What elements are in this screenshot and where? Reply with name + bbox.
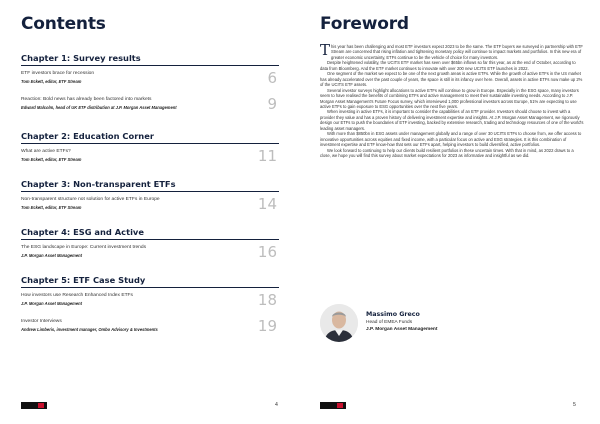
paragraph: Despite heightened volatility, the UCITS ETF market has seen over $65bn inflows so far this year, as at the end of October, according to data from Bloomberg. And the ETF market continues to innovate with over 200 new UCITS ETF launches in 2022.	[320, 60, 576, 71]
contents-title: Contents	[21, 14, 106, 34]
paragraph: When investing in active ETFs, it is important to consider the capabilities of an ETF provider. Investors should choose to invest with a provider they value and has a proven history of delivering investment expertise and insights. At J.P. Morgan Asset Management, we rigorously design our ETFs to push the boundaries of ETF investing, backed by extensive research, trading and technology resources of one of the world's leading asset managers.	[320, 109, 584, 131]
entry-title: How investors use Research Enhanced Index ETFs	[21, 293, 133, 298]
entry-page-number: 14	[257, 195, 277, 213]
page-number: 5	[573, 402, 576, 408]
footer-logo	[21, 402, 47, 409]
chapter-2	[21, 131, 279, 173]
entry-title: Non-transparent structure not solution for active ETFs in Europe	[21, 197, 160, 202]
foreword-title: Foreword	[320, 14, 409, 34]
portrait-icon	[320, 304, 358, 342]
table-of-contents	[21, 53, 279, 343]
entry-title: What are active ETFs?	[21, 149, 71, 154]
author-block	[320, 304, 584, 344]
foreword-page	[300, 0, 600, 424]
entry-page-number: 11	[257, 147, 277, 165]
logo-accent	[337, 403, 343, 408]
author-org: J.P. Morgan Asset Management	[366, 327, 438, 332]
footer-logo	[320, 402, 346, 409]
toc-entry[interactable]	[21, 243, 279, 269]
entry-page-number: 6	[267, 69, 277, 87]
entry-title: ETF investors brace for recession	[21, 71, 95, 76]
entry-title: Investor Interviews	[21, 319, 62, 324]
entry-page-number: 18	[257, 291, 277, 309]
entry-page-number: 16	[257, 243, 277, 261]
chapter-4	[21, 227, 279, 269]
logo-accent	[38, 403, 44, 408]
chapter-title: Chapter 4: ESG and Active	[21, 227, 279, 240]
paragraph: This year has been challenging and most ETF investors expect 2023 to be the same. The ETF buyers we surveyed in partnership with ETF Stream are concerned that rising inflation and tightening monetary policy will continue to impact markets and portfolios. In this new era of greater economic uncertainty, ETFs continue to be the vehicle of choice for many investors.	[320, 41, 583, 60]
author-name: Massimo Greco	[366, 311, 420, 318]
entry-author: Tom Eckett, editor, ETF Stream	[21, 157, 82, 162]
foreword-body	[320, 41, 584, 159]
chapter-title: Chapter 1: Survey results	[21, 53, 279, 66]
entry-title: Reaction: Bold news has already been factored into markets	[21, 97, 152, 102]
entry-author: Andrew Limberis, investment manager, Ombo Advisory & Investments	[21, 327, 158, 332]
avatar	[320, 304, 358, 342]
toc-entry[interactable]	[21, 195, 279, 221]
drop-cap: T	[320, 41, 331, 59]
page-number: 4	[275, 402, 278, 408]
entry-title: The ESG landscape in Europe: Current investment trends	[21, 245, 147, 250]
paragraph: Several investor surveys highlight allocations to active ETFs will continue to grow in Europe. Especially in the ESG space, many investors seem to have realised the benefits of combining ETFs and active management to meet their sustainable investing needs. According to J.P. Morgan Asset Management's Future Focus survey, which interviewed 1,000 professional investors across Europe, 51% are expecting to use active ETFs to gain exposure to ESG opportunities over the next five years.	[320, 87, 579, 109]
entry-page-number: 9	[267, 95, 277, 113]
toc-entry[interactable]	[21, 69, 279, 95]
chapter-5	[21, 275, 279, 343]
paragraph: We look forward to continuing to help our clients build resilient portfolios in these uncertain times. With that in mind, as 2022 draws to a close, we hope you will find this survey about market expectations for 2023 as informative and insightful as we did.	[320, 147, 574, 159]
toc-entry[interactable]	[21, 291, 279, 317]
entry-author: Edward Malcolm, head of UK ETF distribution at J.P. Morgan Asset Management	[21, 105, 177, 110]
paragraph: With more than $850bn in ESG assets under management globally and a range of over 30 UCITS ETFs to choose from, we offer access to innovative opportunities across equities and fixed income, with a particular focus on active and ESG strategies. It is this combination of investment expertise and ETF know-how that sets our ETFs apart, helping investors to build diversified, active portfolios.	[320, 131, 582, 148]
chapter-title: Chapter 5: ETF Case Study	[21, 275, 279, 288]
entry-author: Tom Eckett, editor, ETF Stream	[21, 205, 82, 210]
paragraph: One segment of the market we expect to be one of the next growth areas is active ETFs. While the growth of active ETFs in the US market has already accelerated over the past couple of years, the space is still in its infancy over here. Overall, assets in active ETFs now make up 2% of the UCITS ETF assets.	[320, 71, 583, 88]
toc-entry[interactable]	[21, 95, 279, 121]
entry-author: J.P. Morgan Asset Management	[21, 253, 82, 258]
entry-author: J.P. Morgan Asset Management	[21, 301, 82, 306]
entry-page-number: 19	[257, 317, 277, 335]
entry-author: Tom Eckett, editor, ETF Stream	[21, 79, 82, 84]
toc-entry[interactable]	[21, 317, 279, 343]
chapter-title: Chapter 2: Education Corner	[21, 131, 279, 144]
chapter-title: Chapter 3: Non-transparent ETFs	[21, 179, 279, 192]
chapter-3	[21, 179, 279, 221]
toc-entry[interactable]	[21, 147, 279, 173]
author-role: Head of EMEA Funds	[366, 320, 413, 325]
chapter-1	[21, 53, 279, 121]
